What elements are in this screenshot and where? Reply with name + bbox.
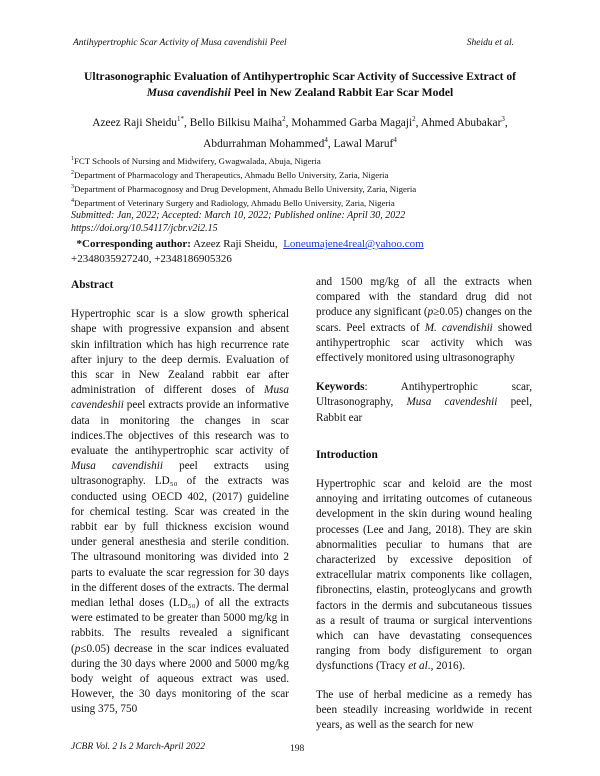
affiliation: $^3$Department of Pharmacognosy and Drug Development, Ahmadu Bello University, Zaria, Nigeria [71,183,417,194]
corresponding-email-link[interactable]: Loneumajene4real@yahoo.com [283,238,424,250]
article-title [70,69,530,101]
author: Lawal Maruf [333,137,394,150]
author: Azeez Raji Sheidu [92,116,178,129]
abstract-column [71,278,289,718]
corresponding-author [71,237,531,267]
abstract-paragraph: Hypertrophic scar is a slow growth spherical shape with progressive expansion and absent skin infiltration which has high recurrence rate after injury to the deep dermis. Evaluation of this scar in New Zealand rabbit ear after administration of different doses of Musa cavendeshii peel extracts provide an informative data in monitoring the changes in scar indices.The objectives of this research was to evaluate the antihypertrophic scar activity of Musa cavendishii peel extracts using ultrasonography. LD₅₀ of the extracts was conducted using OECD 402, (2017) guideline for chemical testing. Scar was created in the rabbit ear by full thickness excision wound under general anesthesia and sterile condition. The ultrasound monitoring was divided into 2 parts to evaluate the scar regression for 30 days in the different doses of the extracts. The dermal median lethal doses (LD₅₀) of all the extracts were estimated to be greater than 5000 mg/kg in rabbits. The results revealed a significant (p≤0.05) decrease in the scar indices evaluated during the 30 days where 2000 and 5000 mg/kg body weight of aqueous extract was used. However, the 30 days monitoring of the scar using 375, 750 [71,308,290,716]
title-line-2: Peel in New Zealand Rabbit Ear Scar Model [230,86,454,99]
author: Bello Bilkisu Maiha [189,116,283,129]
introduction-paragraph: Hypertrophic scar and keloid are the most annoying and irritating outcomes of cutaneous development in the skin during wound healing processes (Lee and Jang, 2018). They are skin abnormalities peculiar to humans that are characterized by excessive deposition of extracellular matrix components like collagen, fibronectins, elastin, proteoglycans and growth factors in the dermis and subcutaneous tissues as a result of trauma or surgical interventions which can have devastating consequences ranging from body disfigurement to organ dysfunctions (Tracy et al., 2016). [316,478,532,673]
right-column [316,275,532,733]
author: Ahmed Abubakar [420,116,502,129]
author-list: Azeez Raji Sheidu$^{1*}$, Bello Bilkisu Maiha$^2$, Mohammed Garba Magaji$^2$, Ahmed Abubakar$^3$, Abdurrahman Mohammed$^4$, Lawal Maruf$^4$ [92,115,508,150]
author: Abdurrahman Mohammed [203,137,325,150]
abstract-heading: Abstract [71,279,114,291]
corresponding-label: *Corresponding author: [76,238,191,250]
doi-link[interactable]: https://doi.org/10.54117/jcbr.v2i2.15 [71,223,218,234]
running-authors: Sheidu et al. [466,38,514,48]
affiliation: $^1$FCT Schools of Nursing and Midwifery, Gwagwalada, Abuja, Nigeria [71,155,321,166]
introduction-heading: Introduction [316,448,378,461]
corresponding-phone: +2348035927240, +2348186905326 [71,253,232,265]
page-number: 198 [290,744,305,754]
affiliation-list [71,153,416,209]
dates-line: Submitted: Jan, 2022; Accepted: March 10, 2022; Published online: April 30, 2022 [71,210,406,221]
affiliation: $^2$Department of Pharmacology and Therapeutics, Ahmadu Bello University, Zaria, Nigeria [71,169,389,180]
author: Mohammed Garba Magaji [291,116,413,129]
title-line-1: Ultrasonographic Evaluation of Antihypertrophic Scar Activity of Successive Extract of [83,70,517,83]
introduction-paragraph: The use of herbal medicine as a remedy has been steadily increasing worldwide in recent years, as well as the search for new [316,688,532,732]
affiliation: $^4$Department of Veterinary Surgery and Radiology, Ahmadu Bello University, Zaria, Nigeria [71,197,395,208]
running-title: Antihypertrophic Scar Activity of Musa cavendishii Peel [73,38,287,48]
footer-journal: JCBR Vol. 2 Is 2 March-April 2022 [71,742,205,752]
publication-dates [71,209,405,235]
corresponding-name: Azeez Raji Sheidu, [193,238,278,250]
keywords: Keywords: Antihypertrophic scar, Ultrasonography, Musa cavendeshii peel, Rabbit ear [316,381,532,424]
title-species: Musa cavendishii [146,86,231,99]
abstract-continuation: and 1500 mg/kg of all the extracts when compared with the standard drug did not produce any significant (p≥0.05) changes on the scars. Peel extracts of M. cavendishii showed antihypertrophic scar activity which was effectively monitored using ultrasonography [316,276,533,365]
